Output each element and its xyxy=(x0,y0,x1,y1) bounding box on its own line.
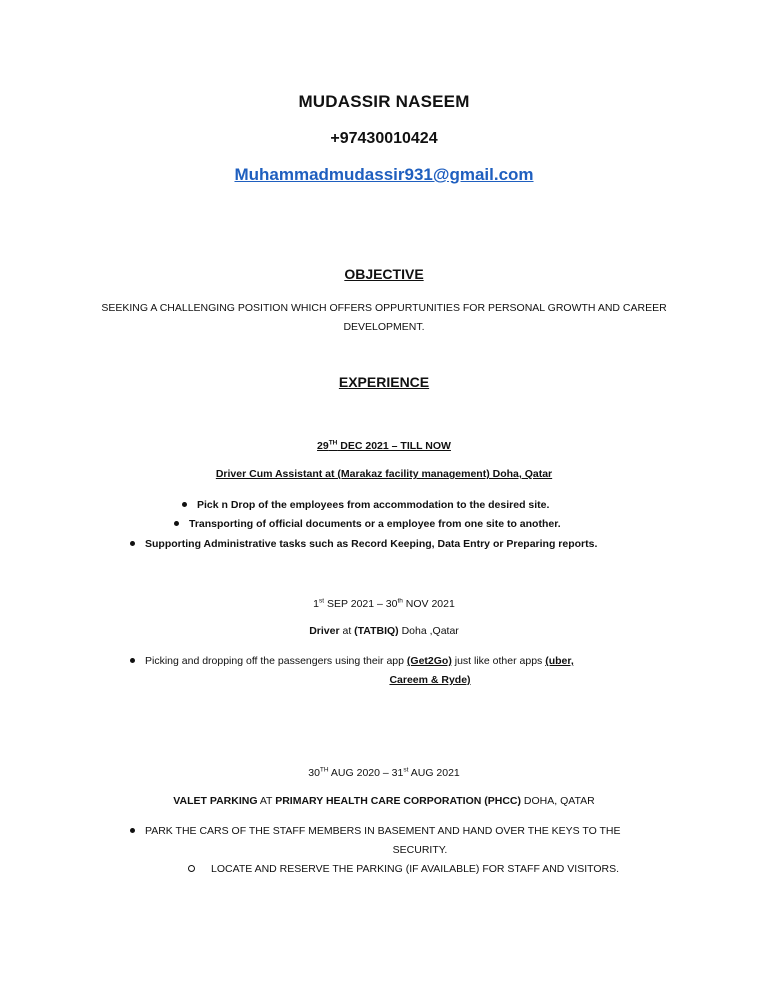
list-item: Picking and dropping off the passengers using their app (Get2Go) just like other apps (uber, Careem & Ryde) xyxy=(130,652,690,690)
email-link[interactable]: Muhammadmudassir931@gmail.com xyxy=(234,165,534,184)
job1-role: Driver Cum Assistant at (Marakaz facility management) Doha, Qatar xyxy=(215,468,553,480)
job2-dates: 1st SEP 2021 – 30th NOV 2021 xyxy=(313,597,455,610)
phone-number: +97430010424 xyxy=(330,130,438,147)
list-item: Pick n Drop of the employees from accommodation to the desired site. xyxy=(182,496,549,515)
bullet-icon xyxy=(182,502,187,507)
job1-dates: 29TH DEC 2021 – TILL NOW xyxy=(317,439,451,452)
bullet-icon xyxy=(174,521,179,526)
candidate-name: MUDASSIR NASEEM xyxy=(298,92,470,111)
list-item: PARK THE CARS OF THE STAFF MEMBERS IN BASEMENT AND HAND OVER THE KEYS TO THE SECURITY. xyxy=(130,822,690,860)
objective-heading: OBJECTIVE xyxy=(344,266,424,282)
experience-heading: EXPERIENCE xyxy=(338,374,430,390)
job3-role: VALET PARKING AT PRIMARY HEALTH CARE CORPORATION (PHCC) DOHA, QATAR xyxy=(173,795,595,807)
bullet-icon xyxy=(130,828,135,833)
list-item: LOCATE AND RESERVE THE PARKING (IF AVAILABLE) FOR STAFF AND VISITORS. xyxy=(188,860,619,879)
objective-text: SEEKING A CHALLENGING POSITION WHICH OFFERS OPPURTUNITIES FOR PERSONAL GROWTH AND CAREER DEVELOPMENT. xyxy=(101,302,667,333)
list-item: Transporting of official documents or a employee from one site to another. xyxy=(174,515,561,534)
sub-bullet-icon xyxy=(188,865,195,872)
bullet-icon xyxy=(130,658,135,663)
bullet-icon xyxy=(130,541,135,546)
list-item: Supporting Administrative tasks such as Record Keeping, Data Entry or Preparing reports. xyxy=(130,535,597,554)
job2-role: Driver at (TATBIQ) Doha ,Qatar xyxy=(309,625,459,637)
job3-dates: 30TH AUG 2020 – 31st AUG 2021 xyxy=(308,766,460,779)
